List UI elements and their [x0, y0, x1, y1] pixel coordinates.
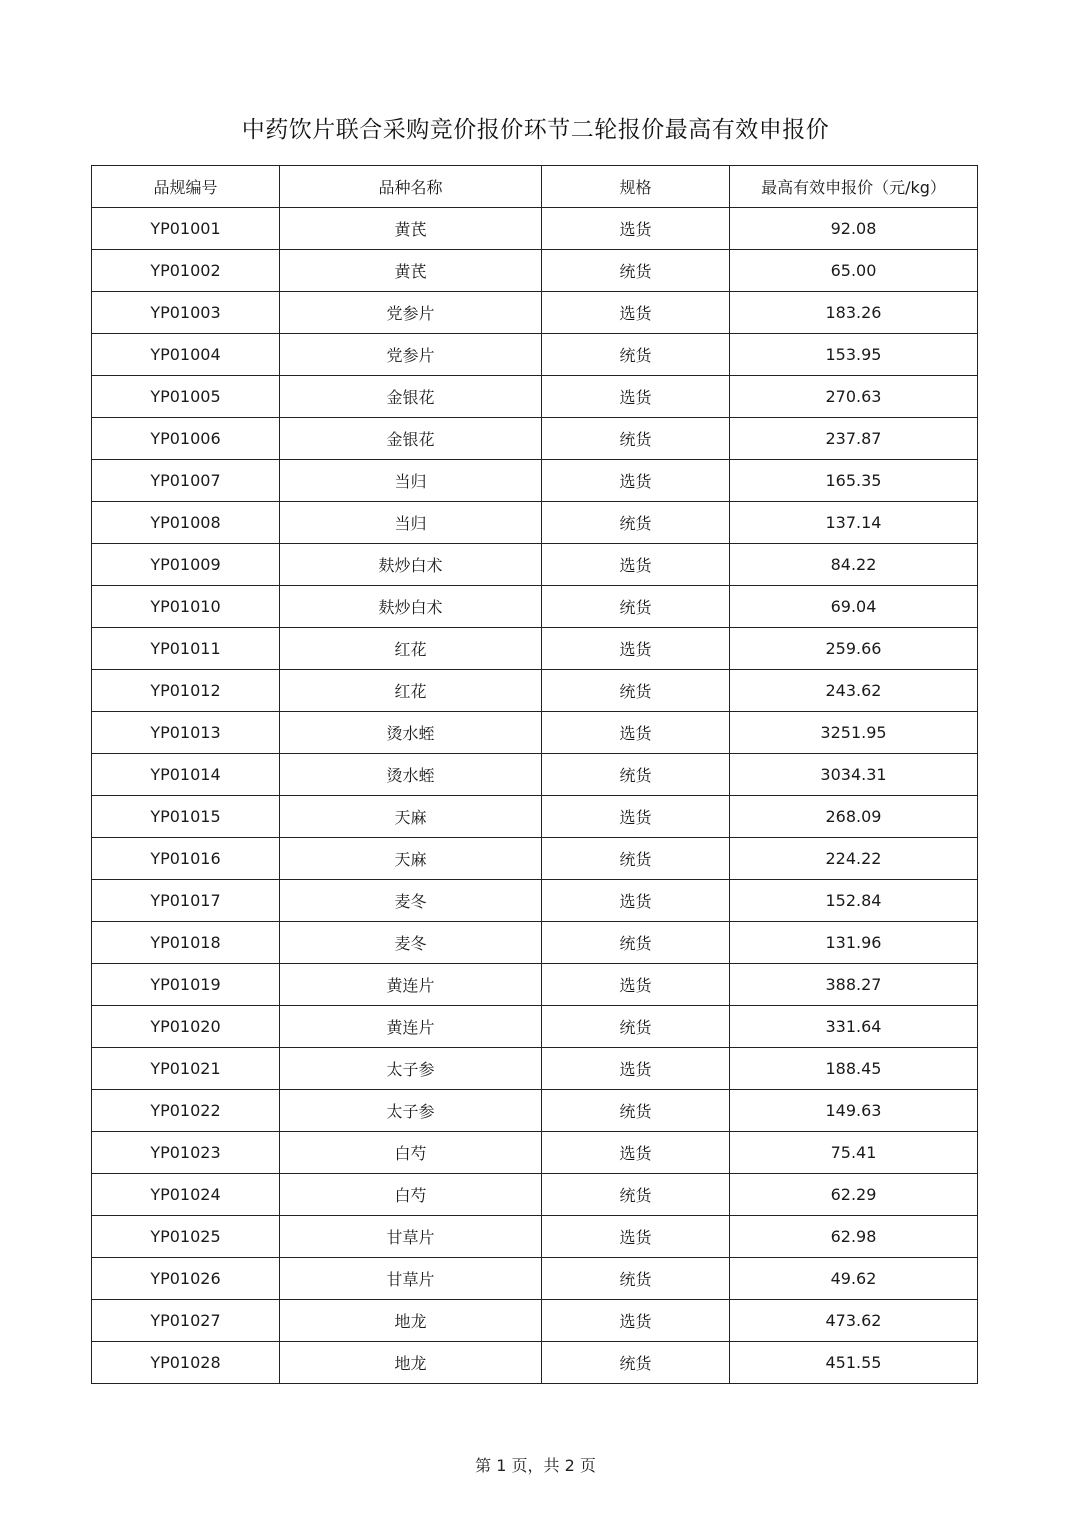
cell-price: 473.62 — [730, 1300, 978, 1342]
cell-name: 地龙 — [280, 1342, 542, 1384]
cell-name: 红花 — [280, 670, 542, 712]
cell-spec: 统货 — [542, 1090, 730, 1132]
cell-name: 黄芪 — [280, 208, 542, 250]
cell-name: 麦冬 — [280, 922, 542, 964]
cell-code: YP01010 — [92, 586, 280, 628]
cell-spec: 统货 — [542, 922, 730, 964]
table-row — [92, 1090, 978, 1132]
cell-name: 金银花 — [280, 376, 542, 418]
table-row — [92, 796, 978, 838]
cell-code: YP01009 — [92, 544, 280, 586]
cell-code: YP01015 — [92, 796, 280, 838]
table-row — [92, 250, 978, 292]
cell-name: 太子参 — [280, 1090, 542, 1132]
cell-spec: 统货 — [542, 670, 730, 712]
cell-price: 75.41 — [730, 1132, 978, 1174]
header-name: 品种名称 — [280, 166, 542, 208]
cell-name: 天麻 — [280, 796, 542, 838]
cell-name: 麸炒白术 — [280, 544, 542, 586]
cell-spec: 统货 — [542, 1342, 730, 1384]
cell-name: 白芍 — [280, 1174, 542, 1216]
cell-code: YP01020 — [92, 1006, 280, 1048]
header-code: 品规编号 — [92, 166, 280, 208]
cell-spec: 统货 — [542, 1006, 730, 1048]
table-row — [92, 460, 978, 502]
table-row — [92, 418, 978, 460]
cell-price: 65.00 — [730, 250, 978, 292]
cell-price: 224.22 — [730, 838, 978, 880]
cell-code: YP01006 — [92, 418, 280, 460]
cell-price: 69.04 — [730, 586, 978, 628]
cell-spec: 统货 — [542, 418, 730, 460]
table-row — [92, 1048, 978, 1090]
cell-spec: 选货 — [542, 1048, 730, 1090]
table-row — [92, 334, 978, 376]
table-body — [92, 208, 978, 1384]
cell-code: YP01028 — [92, 1342, 280, 1384]
cell-code: YP01023 — [92, 1132, 280, 1174]
cell-name: 红花 — [280, 628, 542, 670]
cell-name: 甘草片 — [280, 1258, 542, 1300]
cell-price: 92.08 — [730, 208, 978, 250]
cell-spec: 选货 — [542, 208, 730, 250]
table-row — [92, 964, 978, 1006]
page-footer: 第 1 页，共 2 页 — [475, 1456, 596, 1475]
cell-price: 243.62 — [730, 670, 978, 712]
cell-name: 黄连片 — [280, 1006, 542, 1048]
cell-spec: 选货 — [542, 712, 730, 754]
cell-price: 268.09 — [730, 796, 978, 838]
table-row — [92, 628, 978, 670]
cell-name: 地龙 — [280, 1300, 542, 1342]
cell-code: YP01005 — [92, 376, 280, 418]
table-row — [92, 670, 978, 712]
cell-price: 259.66 — [730, 628, 978, 670]
cell-spec: 统货 — [542, 502, 730, 544]
table-row — [92, 586, 978, 628]
cell-spec: 统货 — [542, 754, 730, 796]
cell-price: 131.96 — [730, 922, 978, 964]
table-row — [92, 922, 978, 964]
cell-price: 62.29 — [730, 1174, 978, 1216]
cell-name: 金银花 — [280, 418, 542, 460]
cell-price: 388.27 — [730, 964, 978, 1006]
table-row — [92, 880, 978, 922]
cell-spec: 选货 — [542, 376, 730, 418]
cell-name: 当归 — [280, 460, 542, 502]
cell-code: YP01022 — [92, 1090, 280, 1132]
cell-name: 黄芪 — [280, 250, 542, 292]
table-row — [92, 1132, 978, 1174]
cell-name: 党参片 — [280, 334, 542, 376]
cell-spec: 选货 — [542, 964, 730, 1006]
cell-price: 237.87 — [730, 418, 978, 460]
cell-code: YP01026 — [92, 1258, 280, 1300]
price-table — [91, 165, 978, 1384]
cell-name: 甘草片 — [280, 1216, 542, 1258]
cell-name: 烫水蛭 — [280, 754, 542, 796]
cell-price: 149.63 — [730, 1090, 978, 1132]
cell-price: 49.62 — [730, 1258, 978, 1300]
cell-code: YP01013 — [92, 712, 280, 754]
cell-price: 270.63 — [730, 376, 978, 418]
cell-code: YP01024 — [92, 1174, 280, 1216]
cell-spec: 选货 — [542, 292, 730, 334]
cell-code: YP01003 — [92, 292, 280, 334]
cell-price: 62.98 — [730, 1216, 978, 1258]
cell-spec: 选货 — [542, 544, 730, 586]
cell-spec: 选货 — [542, 1216, 730, 1258]
table-row — [92, 712, 978, 754]
cell-code: YP01019 — [92, 964, 280, 1006]
cell-code: YP01007 — [92, 460, 280, 502]
cell-spec: 选货 — [542, 880, 730, 922]
cell-code: YP01004 — [92, 334, 280, 376]
cell-code: YP01025 — [92, 1216, 280, 1258]
cell-spec: 选货 — [542, 1300, 730, 1342]
cell-code: YP01014 — [92, 754, 280, 796]
table-row — [92, 838, 978, 880]
table-row — [92, 292, 978, 334]
cell-code: YP01016 — [92, 838, 280, 880]
cell-name: 当归 — [280, 502, 542, 544]
cell-price: 153.95 — [730, 334, 978, 376]
table-row — [92, 1174, 978, 1216]
cell-code: YP01021 — [92, 1048, 280, 1090]
cell-spec: 统货 — [542, 838, 730, 880]
cell-price: 183.26 — [730, 292, 978, 334]
cell-code: YP01027 — [92, 1300, 280, 1342]
cell-spec: 统货 — [542, 334, 730, 376]
cell-code: YP01011 — [92, 628, 280, 670]
cell-spec: 选货 — [542, 628, 730, 670]
cell-spec: 统货 — [542, 586, 730, 628]
table-header-row — [92, 166, 978, 208]
cell-code: YP01012 — [92, 670, 280, 712]
table-row — [92, 376, 978, 418]
cell-name: 麦冬 — [280, 880, 542, 922]
table-row — [92, 208, 978, 250]
cell-code: YP01017 — [92, 880, 280, 922]
cell-name: 麸炒白术 — [280, 586, 542, 628]
cell-spec: 统货 — [542, 250, 730, 292]
cell-code: YP01008 — [92, 502, 280, 544]
table-row — [92, 1300, 978, 1342]
header-spec: 规格 — [542, 166, 730, 208]
table-row — [92, 1342, 978, 1384]
cell-name: 烫水蛭 — [280, 712, 542, 754]
cell-spec: 选货 — [542, 1132, 730, 1174]
table-row — [92, 544, 978, 586]
cell-spec: 统货 — [542, 1258, 730, 1300]
cell-name: 太子参 — [280, 1048, 542, 1090]
cell-code: YP01018 — [92, 922, 280, 964]
cell-name: 黄连片 — [280, 964, 542, 1006]
header-price: 最高有效申报价（元/kg） — [730, 166, 978, 208]
cell-price: 137.14 — [730, 502, 978, 544]
cell-spec: 统货 — [542, 1174, 730, 1216]
cell-price: 3251.95 — [730, 712, 978, 754]
cell-name: 天麻 — [280, 838, 542, 880]
cell-name: 白芍 — [280, 1132, 542, 1174]
cell-spec: 选货 — [542, 460, 730, 502]
table-row — [92, 754, 978, 796]
cell-price: 84.22 — [730, 544, 978, 586]
cell-spec: 选货 — [542, 796, 730, 838]
cell-price: 331.64 — [730, 1006, 978, 1048]
cell-price: 165.35 — [730, 460, 978, 502]
table-row — [92, 1006, 978, 1048]
table-row — [92, 1258, 978, 1300]
document-title: 中药饮片联合采购竞价报价环节二轮报价最高有效申报价 — [241, 117, 830, 143]
cell-price: 188.45 — [730, 1048, 978, 1090]
table-row — [92, 502, 978, 544]
cell-name: 党参片 — [280, 292, 542, 334]
cell-price: 152.84 — [730, 880, 978, 922]
cell-price: 3034.31 — [730, 754, 978, 796]
cell-code: YP01002 — [92, 250, 280, 292]
table-row — [92, 1216, 978, 1258]
cell-price: 451.55 — [730, 1342, 978, 1384]
cell-code: YP01001 — [92, 208, 280, 250]
